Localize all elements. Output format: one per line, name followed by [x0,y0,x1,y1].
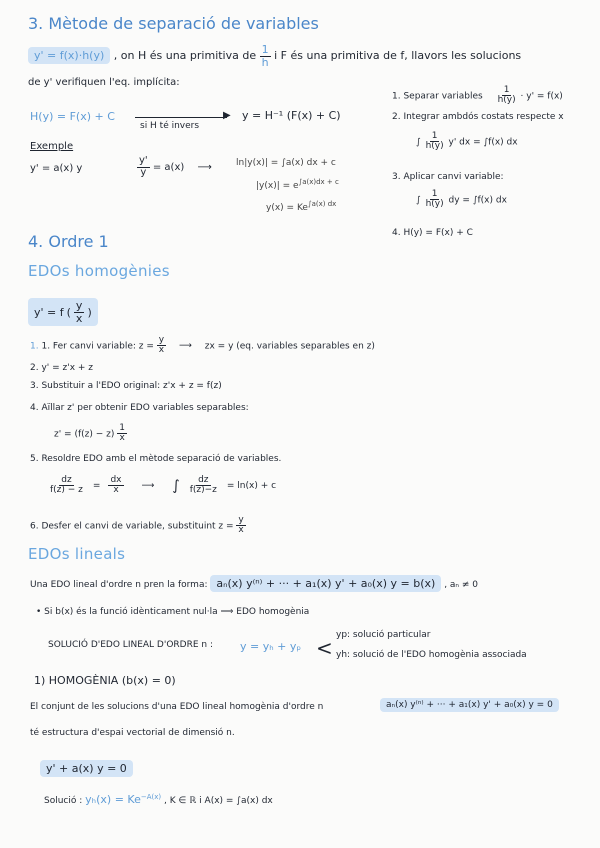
homogeneous-text-2: té estructura d'espai vectorial de dimensió n. [30,728,235,738]
separable-equation-line [28,44,521,68]
homogeneous-title: EDOs homogènies [28,262,170,280]
homogeneous-subtitle: 1) HOMOGÈNIA (b(x) = 0) [34,674,176,687]
arrow-label: si H té invers [140,121,200,131]
example-step-1: $\frac{y'}{y}$ = a(x) ⟶ [139,155,212,178]
yp-description: yp: solució particular [336,630,431,640]
homogeneous-text: El conjunt de les solucions d'una EDO lineal homogènia d'ordre n [30,702,324,712]
method-step-3: 3. Aplicar canvi variable: [392,172,504,182]
description-part-1: , on H és una primitiva de [113,49,257,63]
method-step-3-equation: ∫ $\frac{1}{h(y)}$ dy = ∫f(x) dx [416,189,507,210]
example-result-1: ln|y(x)| = ∫a(x) dx + c [236,158,336,168]
method-step-4: 4. H(y) = F(x) + C [392,228,473,238]
method-step-2-equation: ∫ $\frac{1}{h(y)}$ y' dx = ∫f(x) dx [416,131,518,152]
homog-step-5: 5. Resoldre EDO amb el mètode separació de variables. [30,454,282,464]
homogeneous-equation-box: y' = f ( $\frac{y}{x}$ ) [28,298,98,326]
description-part-3: de y' verifiquen l'eq. implícita: [28,77,180,88]
description-part-2: i F és una primitiva de f, llavors les solucions [274,49,522,63]
homogeneous-bullet: • Si b(x) és la funció idènticament nul·la ⟹ EDO homogènia [36,607,310,617]
homog-step-6: 6. Desfer el canvi de variable, substituint z = $\frac{y}{x}$ [30,515,244,536]
example-result-2: $|y(x)| = e^{\int a(x)dx + c}$ [256,178,339,191]
homog-step-2: 2. y' = z'x + z [30,363,94,373]
explicit-equation: y = H⁻¹ (F(x) + C) [242,109,341,122]
linear-title: EDOs lineals [28,545,126,563]
implicit-equation: H(y) = F(x) + C [30,110,115,123]
example-equation: y' = a(x) y [30,163,83,174]
homog-step-5-equation: $\frac{dz}{f(z) - z}$ = $\frac{dx}{x}$ ⟶ ∫ $\frac{dz}{f(z)-z}$ = ln(x) + c [50,475,277,496]
one-over-h-fraction: $\frac{1}{h}$ [261,43,269,69]
homog-step-1: 1. 1. Fer canvi variable: z = $\frac{y}{x}$ ⟶ zx = y (eq. variables separables en z) [30,335,375,356]
method-step-1: 1. Separar variables $\frac{1}{h(y)}$ · y' = f(x) [392,85,563,106]
section-3-title: 3. Mètode de separació de variables [28,14,319,33]
example-result-3: $y(x) = Ke^{\int a(x) dx}$ [266,200,337,213]
yh-description: yh: solució de l'EDO homogènia associada [336,650,527,660]
solucio-line: Solució : $y_h(x) = Ke^{-A(x)}$ , K ∈ ℝ i A(x) = ∫a(x) dx [44,793,273,806]
solution-label: SOLUCIÓ D'EDO LINEAL D'ORDRE n : [48,640,213,650]
linear-equation-box: aₙ(x) y⁽ⁿ⁾ + ··· + a₁(x) y' + a₀(x) y = b(x) [210,575,441,592]
homog-step-3: 3. Substituir a l'EDO original: z'x + z = f(z) [30,381,222,391]
first-order-equation-box: y' + a(x) y = 0 [40,760,133,777]
solution-equation: y = yₕ + yₚ [240,640,302,653]
linear-intro-line: Una EDO lineal d'ordre n pren la forma: aₙ(x) y⁽ⁿ⁾ + ··· + a₁(x) y' + a₀(x) y = b(x) , aₙ ≠ 0 [30,577,478,590]
homog-step-4-equation: z' = (f(z) − z) $\frac{1}{x}$ [54,423,125,444]
separable-equation-box: y' = f(x)·h(y) [28,47,110,64]
homog-step-4: 4. Aïllar z' per obtenir EDO variables separables: [30,403,249,413]
homogeneous-equation-box: aₙ(x) y⁽ⁿ⁾ + ··· + a₁(x) y' + a₀(x) y = 0 [380,698,559,712]
section-4-title: 4. Ordre 1 [28,232,109,251]
method-step-2: 2. Integrar ambdós costats respecte x [392,112,564,122]
example-label: Exemple [30,141,74,152]
brace-icon: < [316,636,333,660]
